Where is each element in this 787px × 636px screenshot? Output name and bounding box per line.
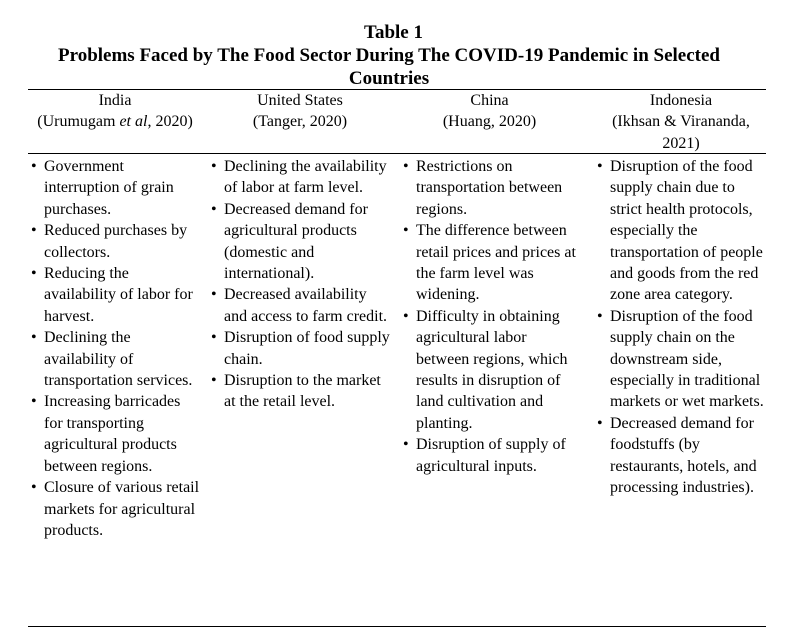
column-header-india — [30, 90, 200, 153]
list-item: • Government interruption of grain purchases. — [30, 156, 200, 220]
column-indonesia — [596, 90, 766, 497]
column-united-states — [210, 90, 390, 411]
column-country: Indonesia — [649, 92, 713, 109]
column-country: India — [98, 92, 132, 109]
list-item: • Disruption of the food supply chain on the downstream side, especially in traditional markets or wet markets. — [596, 306, 766, 413]
list-item: • Difficulty in obtaining agricultural labor between regions, which results in disruption of land cultivation and planting. — [402, 306, 577, 434]
list-item: • Decreased demand for foodstuffs (by restaurants, hotels, and processing industries). — [596, 413, 766, 499]
column-source: (Tanger, 2020) — [252, 113, 348, 131]
table-subtitle: Problems Faced by The Food Sector During The COVID-19 Pandemic in Selected Countries — [58, 45, 720, 89]
list-item: • Increasing barricades for transporting agricultural products between regions. — [30, 391, 200, 477]
list-item: • Decreased demand for agricultural products (domestic and international). — [210, 199, 390, 285]
column-country: China — [470, 92, 509, 109]
table-bottom-rule — [28, 626, 766, 627]
list-item: • Reduced purchases by collectors. — [30, 220, 200, 263]
problem-list-china — [402, 156, 577, 477]
list-item: • Disruption of supply of agricultural inputs. — [402, 434, 577, 477]
table-title: Table 1 — [364, 22, 423, 43]
column-country: United States — [257, 92, 343, 109]
list-item: • Disruption of the food supply chain due to strict health protocols, especially the transportation of people and goods from the red zone area category. — [596, 156, 766, 306]
column-header-indonesia — [596, 90, 766, 153]
column-source: (Huang, 2020) — [442, 113, 537, 131]
column-india — [30, 90, 200, 539]
problem-list-indonesia — [596, 156, 766, 499]
problem-list-india — [30, 156, 200, 541]
list-item: • Decreased availability and access to farm credit. — [210, 284, 390, 327]
column-source: (Ikhsan & Virananda, 2021) — [612, 113, 750, 152]
list-item: • The difference between retail prices and prices at the farm level was widening. — [402, 220, 577, 306]
list-item: • Declining the availability of labor at farm level. — [210, 156, 390, 199]
column-source: (Urumugam et al, 2020) — [37, 113, 193, 131]
column-header-china — [402, 90, 577, 153]
problem-list-united-states — [210, 156, 390, 413]
list-item: • Disruption to the market at the retail level. — [210, 370, 390, 413]
list-item: • Declining the availability of transportation services. — [30, 327, 200, 391]
list-item: • Restrictions on transportation between regions. — [402, 156, 577, 220]
list-item: • Closure of various retail markets for agricultural products. — [30, 477, 200, 541]
column-china — [402, 90, 577, 475]
list-item: • Reducing the availability of labor for harvest. — [30, 263, 200, 327]
list-item: • Disruption of food supply chain. — [210, 327, 390, 370]
column-header-united-states — [210, 90, 390, 153]
